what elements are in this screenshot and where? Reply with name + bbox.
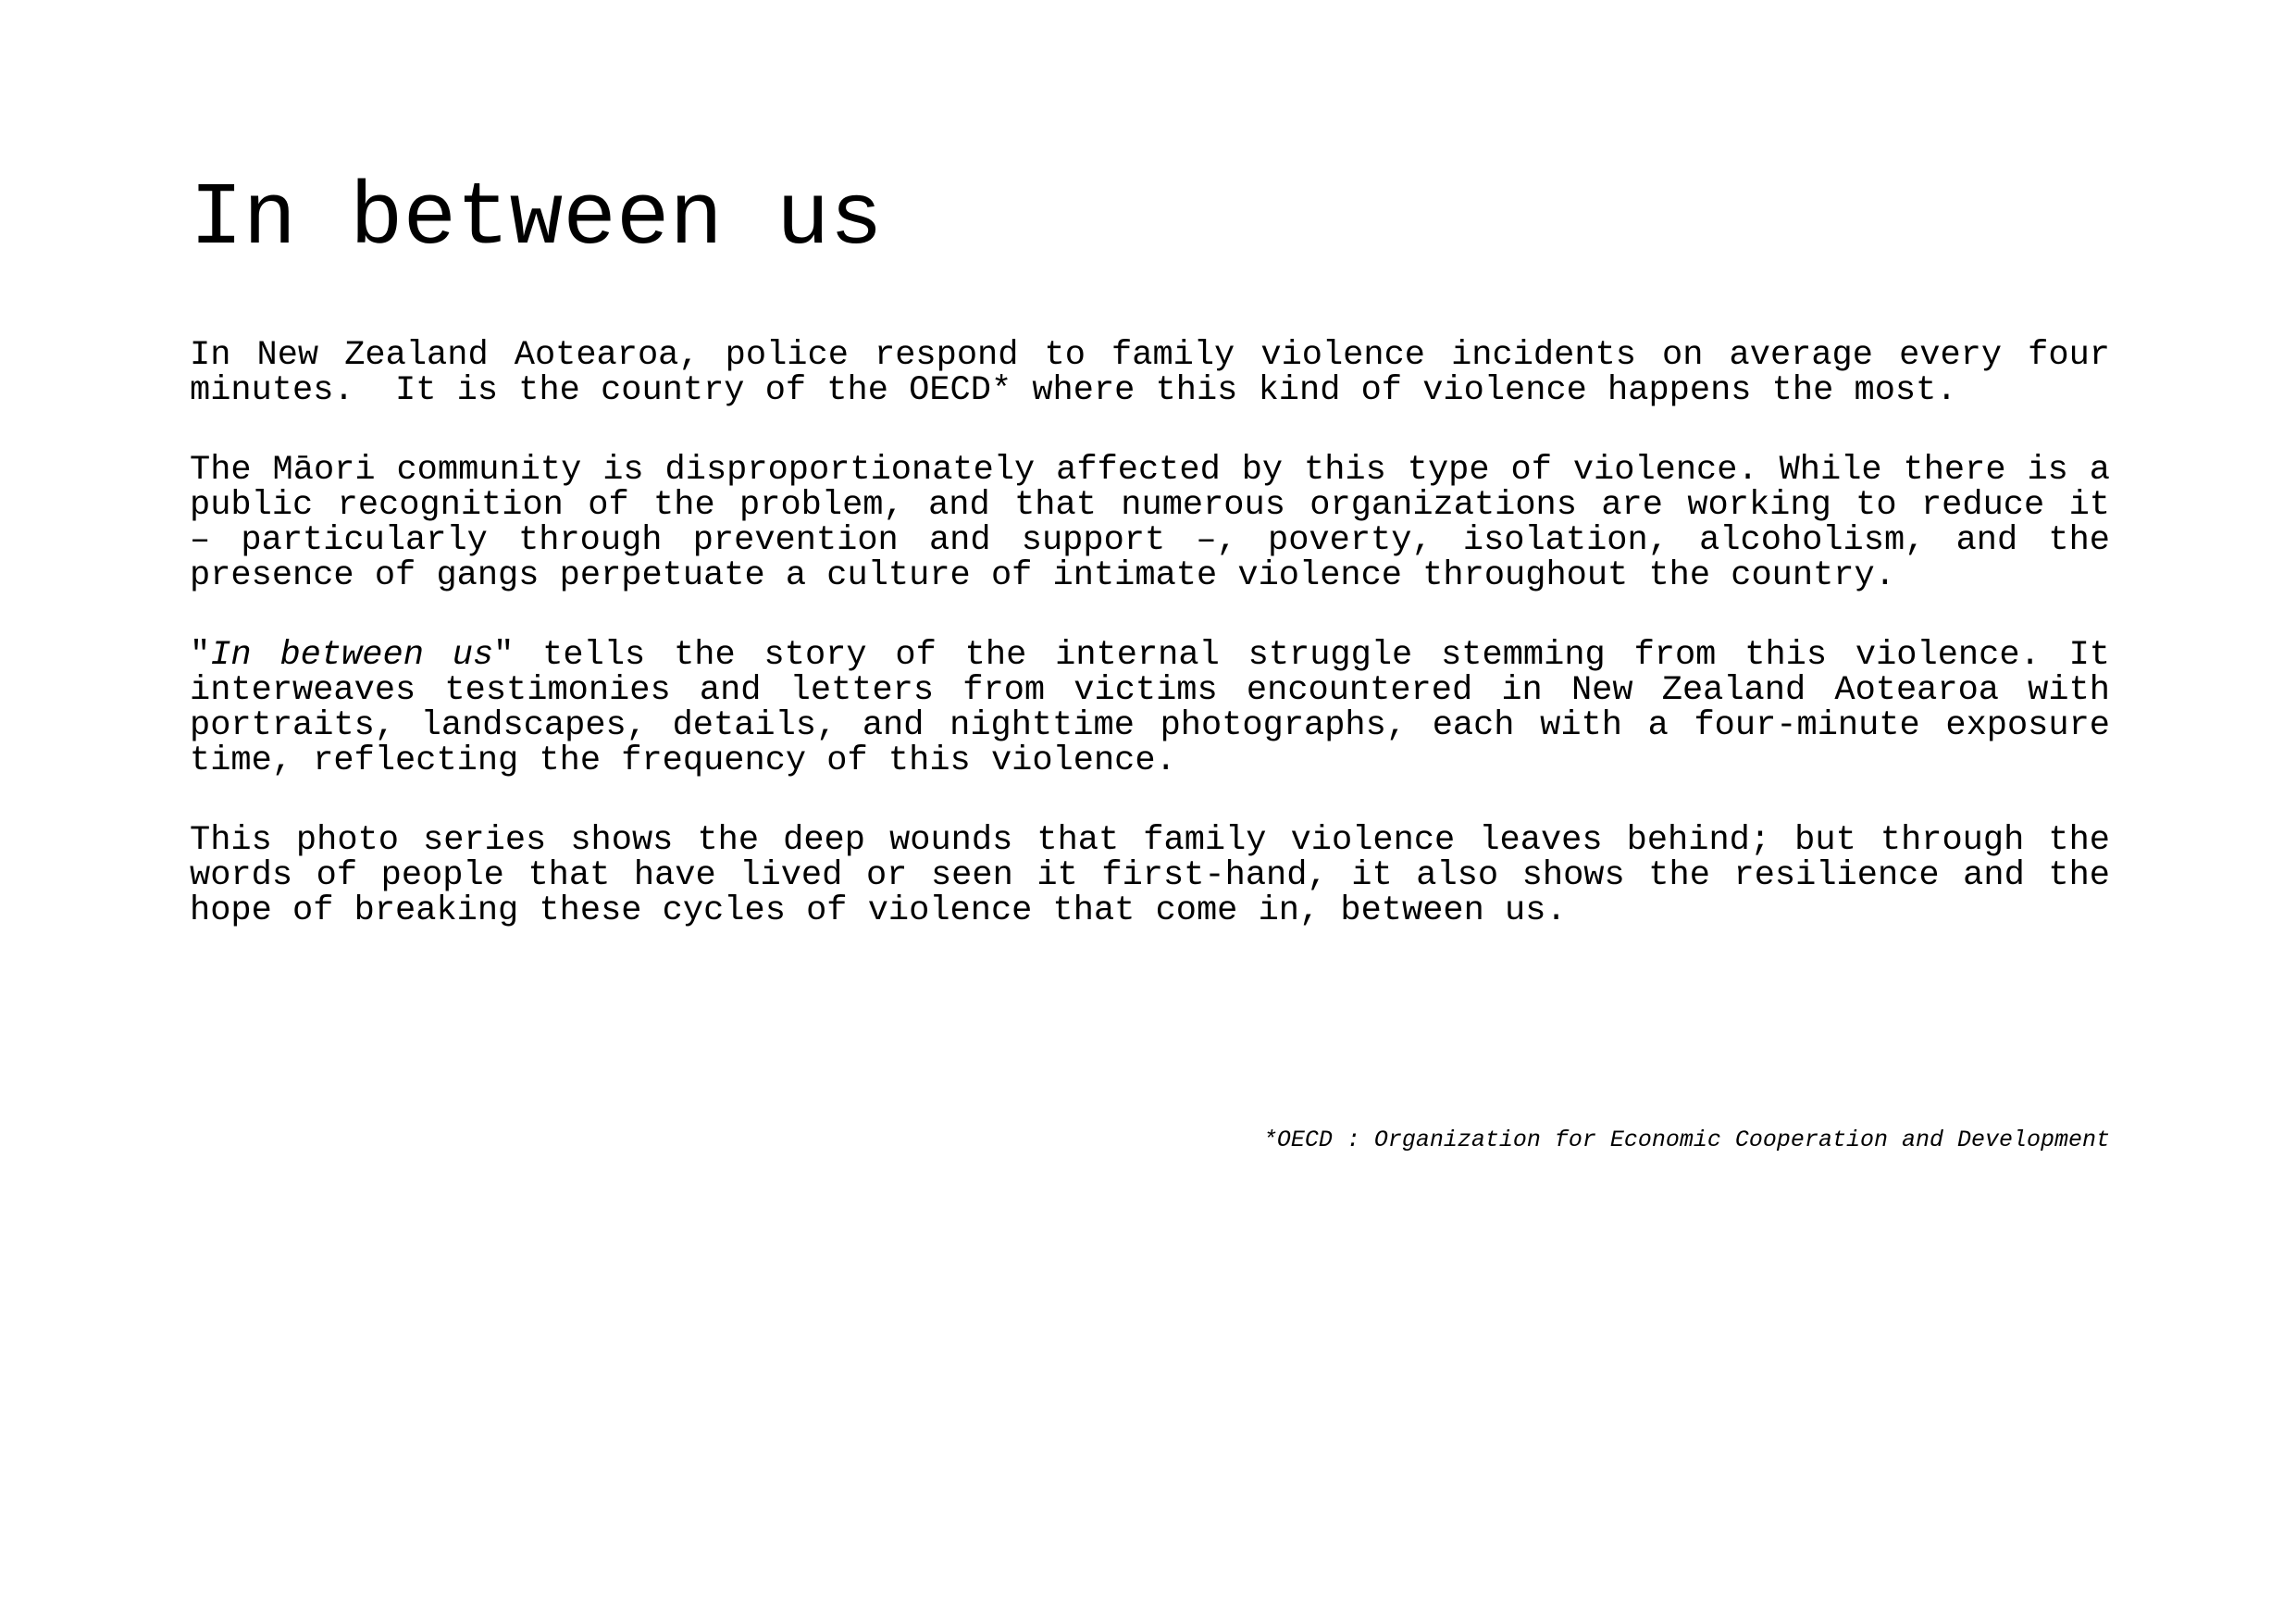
paragraph: [190, 638, 2110, 778]
text-line: [190, 708, 2110, 743]
text-segment: – particularly through prevention and support –, poverty, isolation, alcoholism, and the: [190, 521, 2110, 560]
text-segment: public recognition of the problem, and that numerous organizations are working to reduce it: [190, 486, 2110, 525]
text-line: [190, 823, 2110, 858]
text-line: [190, 743, 2110, 778]
text-segment: The Māori community is disproportionately affected by this type of violence. While there is a: [190, 451, 2110, 490]
text-segment: hope of breaking these cycles of violence that come in, between us.: [190, 891, 1567, 930]
text-segment: This photo series shows the deep wounds that family violence leaves behind; but through the: [190, 821, 2110, 860]
text-segment: words of people that have lived or seen it first-hand, it also shows the resilience and the: [190, 856, 2110, 895]
series-title-inline: In between us: [210, 636, 494, 675]
statement-body: [190, 338, 2110, 928]
text-segment: presence of gangs perpetuate a culture of intimate violence throughout the country.: [190, 556, 1895, 595]
text-line: [190, 453, 2110, 488]
text-line: [190, 858, 2110, 893]
paragraph: [190, 823, 2110, 928]
text-line: [190, 488, 2110, 523]
text-segment: time, reflecting the frequency of this violence.: [190, 741, 1176, 780]
page-title: In between us: [190, 168, 883, 269]
text-line: [190, 338, 2110, 373]
text-segment: ": [190, 636, 211, 675]
paragraph: [190, 453, 2110, 593]
text-segment: portraits, landscapes, details, and nighttime photographs, each with a four-minute exposure: [190, 706, 2110, 745]
text-line: [190, 638, 2110, 673]
text-segment: minutes. It is the country of the OECD* where this kind of violence happens the most.: [190, 371, 1957, 410]
text-segment: In New Zealand Aotearoa, police respond to family violence incidents on average every four: [190, 336, 2110, 375]
oecd-footnote: *OECD : Organization for Economic Cooperation and Development: [1262, 1127, 2110, 1153]
text-line: [190, 558, 2110, 593]
paragraph: [190, 338, 2110, 408]
text-segment: interweaves testimonies and letters from victims encountered in New Zealand Aotearoa with: [190, 671, 2110, 710]
text-line: [190, 523, 2110, 558]
text-line: [190, 893, 2110, 928]
text-segment: " tells the story of the internal struggle stemming from this violence. It: [493, 636, 2110, 675]
text-line: [190, 373, 2110, 408]
text-line: [190, 673, 2110, 708]
